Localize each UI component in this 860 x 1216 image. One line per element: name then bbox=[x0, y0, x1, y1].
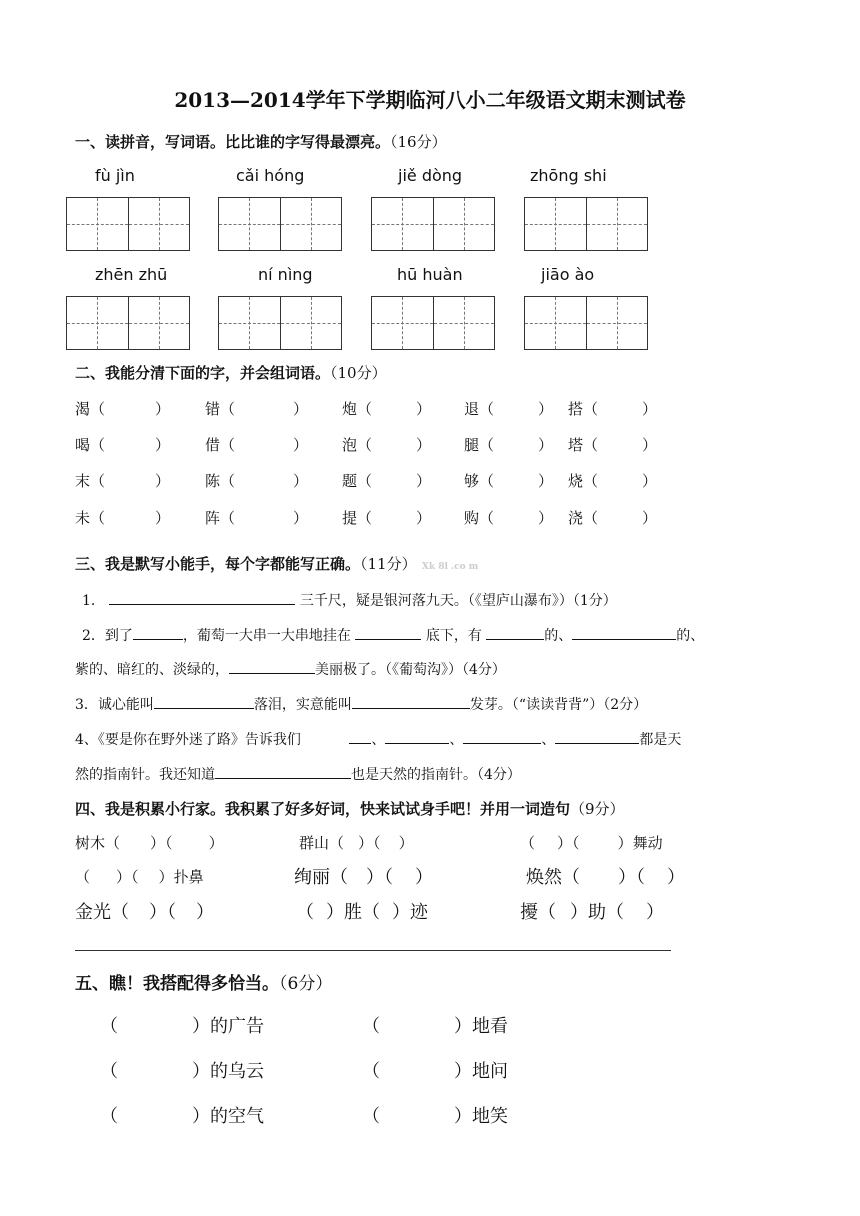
blank-line[interactable] bbox=[463, 729, 541, 744]
s4-row-3b: （ ）胜（ ）迹 bbox=[296, 902, 428, 923]
char: 提 bbox=[342, 509, 358, 527]
section-5-title: 五、瞧！我搭配得多恰当。 bbox=[75, 974, 279, 994]
char: 题 bbox=[342, 472, 358, 490]
s3-text: 都是天 bbox=[639, 732, 682, 748]
char-group: 烧（ ） bbox=[568, 472, 658, 490]
section-4-heading bbox=[75, 798, 625, 819]
char-group: 炮（ ） bbox=[342, 400, 432, 418]
s3-text: 三千尺，疑是银河落九天。（《望庐山瀑布》）（1分） bbox=[299, 593, 617, 609]
char: 购 bbox=[464, 509, 480, 527]
char-group: 退（ ） bbox=[464, 400, 554, 418]
section-3-heading bbox=[75, 553, 478, 574]
pinyin-6: ní nìng bbox=[258, 265, 313, 284]
pinyin-7: hū huàn bbox=[397, 265, 463, 284]
page-title: 2013—2014学年下学期临河八小二年级语文期末测试卷 bbox=[174, 88, 686, 112]
s3-text: 、 bbox=[541, 732, 556, 748]
s4-word: 绚丽 bbox=[294, 867, 330, 888]
s3-line-1 bbox=[82, 590, 617, 610]
char: 泡 bbox=[342, 436, 358, 454]
pinyin-8: jiāo ào bbox=[541, 265, 595, 284]
match-phrase: 地笑 bbox=[472, 1106, 508, 1127]
pinyin-4: zhōng shi bbox=[530, 166, 607, 185]
char-group: 搭（ ） bbox=[568, 400, 658, 418]
match-phrase: 地问 bbox=[472, 1061, 508, 1082]
char-group: 陈（ ） bbox=[205, 472, 309, 490]
s4-word: 迹 bbox=[410, 902, 428, 923]
match-phrase: 的空气 bbox=[210, 1106, 264, 1127]
s3-line-3 bbox=[75, 659, 506, 679]
char-group: 末（ ） bbox=[75, 472, 171, 490]
match-phrase: 的广告 bbox=[210, 1016, 264, 1037]
s3-text: 底下，有 bbox=[425, 628, 482, 644]
char: 错 bbox=[205, 400, 221, 418]
char-group: 喝（ ） bbox=[75, 436, 171, 454]
s4-row-3c: 擾（ ）助（ ） bbox=[520, 902, 664, 923]
blank-line[interactable] bbox=[133, 625, 183, 640]
s3-text: 也是天然的指南针。（4分） bbox=[351, 767, 521, 783]
blank-line[interactable] bbox=[229, 659, 315, 674]
char-group: 浇（ ） bbox=[568, 509, 658, 527]
s3-text: 紫的、暗红的、淡绿的， bbox=[75, 662, 229, 678]
char: 借 bbox=[205, 436, 221, 454]
tianzige-box[interactable] bbox=[371, 197, 495, 251]
tianzige-box[interactable] bbox=[524, 197, 648, 251]
char: 退 bbox=[464, 400, 480, 418]
blank-line[interactable] bbox=[154, 694, 254, 709]
s4-row-1c: （ ）（ ）舞动 bbox=[520, 834, 663, 852]
blank-line[interactable] bbox=[572, 625, 676, 640]
s3-line-4 bbox=[75, 694, 647, 714]
section-4-title: 四、我是积累小行家。我积累了好多好词，快来试试身手吧！并用一词造句 bbox=[75, 800, 571, 818]
tianzige-box[interactable] bbox=[371, 296, 495, 350]
match-phrase: 地看 bbox=[472, 1016, 508, 1037]
char: 渴 bbox=[75, 400, 91, 418]
char-group: 腿（ ） bbox=[464, 436, 554, 454]
s3-text: 、 bbox=[449, 732, 464, 748]
pinyin-3: jiě dòng bbox=[398, 166, 463, 185]
tianzige-box[interactable] bbox=[66, 197, 190, 251]
s3-line-2 bbox=[82, 625, 704, 645]
s3-text: 、 bbox=[371, 732, 386, 748]
tianzige-box[interactable] bbox=[524, 296, 648, 350]
sentence-writing-line[interactable] bbox=[75, 950, 671, 951]
s3-line-6 bbox=[75, 764, 521, 784]
section-2-title: 二、我能分清下面的字，并会组词语。 bbox=[75, 364, 331, 382]
char: 陈 bbox=[205, 472, 221, 490]
match-right: （ ）地问 bbox=[362, 1061, 508, 1082]
s4-word: 扑鼻 bbox=[173, 868, 204, 886]
s3-text: 4、《要是你在野外迷了路》告诉我们 bbox=[75, 732, 301, 748]
char: 烧 bbox=[568, 472, 584, 490]
char-group: 泡（ ） bbox=[342, 436, 432, 454]
s4-word: 焕然 bbox=[526, 867, 562, 888]
tianzige-box[interactable] bbox=[66, 296, 190, 350]
section-1-points: （16分） bbox=[390, 133, 447, 151]
char: 炮 bbox=[342, 400, 358, 418]
s4-word: 助 bbox=[588, 902, 606, 923]
s4-word: 树木 bbox=[75, 834, 106, 852]
char-group: 未（ ） bbox=[75, 509, 171, 527]
s3-text: 落泪，实意能叫 bbox=[253, 697, 352, 713]
match-right: （ ）地看 bbox=[362, 1016, 508, 1037]
match-phrase: 的乌云 bbox=[210, 1061, 264, 1082]
match-right: （ ）地笑 bbox=[362, 1106, 508, 1127]
s3-text: 美丽极了。（《葡萄沟》）（4分） bbox=[315, 662, 506, 678]
match-left: （ ）的广告 bbox=[100, 1016, 264, 1037]
s3-text: ，葡萄一大串一大串地挂在 bbox=[182, 628, 351, 644]
s3-text: 2．到了 bbox=[82, 628, 133, 644]
pinyin-2: cǎi hóng bbox=[236, 166, 305, 185]
blank-line[interactable] bbox=[385, 729, 449, 744]
blank-line[interactable] bbox=[486, 625, 544, 640]
blank-line[interactable] bbox=[349, 729, 371, 744]
char: 喝 bbox=[75, 436, 91, 454]
char: 腿 bbox=[464, 436, 480, 454]
section-3-points: （11分） bbox=[360, 555, 417, 573]
section-5-heading bbox=[75, 969, 332, 994]
blank-line[interactable] bbox=[555, 729, 639, 744]
char-group: 阵（ ） bbox=[205, 509, 309, 527]
blank-line[interactable] bbox=[355, 625, 421, 640]
tianzige-box[interactable] bbox=[218, 296, 342, 350]
char: 阵 bbox=[205, 509, 221, 527]
char-group: 题（ ） bbox=[342, 472, 432, 490]
section-3-title: 三、我是默写小能手，每个字都能写正确。 bbox=[75, 555, 361, 573]
s3-text: 的、 bbox=[676, 628, 705, 644]
char-group: 提（ ） bbox=[342, 509, 432, 527]
s4-row-1: 树木（ ）（ ） bbox=[75, 834, 224, 852]
blank-line[interactable] bbox=[109, 590, 295, 605]
char: 浇 bbox=[568, 509, 584, 527]
s4-word: 群山 bbox=[299, 834, 330, 852]
char: 未 bbox=[75, 509, 91, 527]
s3-text: 3．诚心能叫 bbox=[75, 697, 154, 713]
char-group: 塔（ ） bbox=[568, 436, 658, 454]
char-group: 借（ ） bbox=[205, 436, 309, 454]
s3-text: 发芽。（“读读背背”）（2分） bbox=[469, 697, 648, 713]
s4-row-3: 金光（ ）（ ） bbox=[75, 902, 214, 923]
section-4-points: （9分） bbox=[570, 800, 625, 818]
s3-text: 的、 bbox=[544, 628, 573, 644]
watermark: Xk 8l .co m bbox=[421, 562, 479, 572]
s3-line-5 bbox=[75, 729, 681, 749]
s4-word: 舞动 bbox=[632, 834, 663, 852]
char-group: 错（ ） bbox=[205, 400, 309, 418]
char: 搭 bbox=[568, 400, 584, 418]
char-group: 渴（ ） bbox=[75, 400, 171, 418]
s4-row-2c: 焕然（ ）（ ） bbox=[526, 867, 685, 888]
char: 够 bbox=[464, 472, 480, 490]
section-1-heading bbox=[75, 131, 447, 152]
s4-word: 金光 bbox=[75, 902, 111, 923]
pinyin-1: fù jìn bbox=[95, 166, 135, 185]
s4-word: 胜 bbox=[344, 902, 362, 923]
section-1-title: 一、读拼音，写词语。比比谁的字写得最漂亮。 bbox=[75, 133, 391, 151]
section-2-heading bbox=[75, 362, 387, 383]
match-left: （ ）的乌云 bbox=[100, 1061, 264, 1082]
char-group: 购（ ） bbox=[464, 509, 554, 527]
s4-row-2: （ ）（ ）扑鼻 bbox=[75, 868, 204, 886]
match-left: （ ）的空气 bbox=[100, 1106, 264, 1127]
s4-row-2b: 绚丽（ ）（ ） bbox=[294, 867, 433, 888]
char: 塔 bbox=[568, 436, 584, 454]
section-5-points: （6分） bbox=[279, 974, 333, 994]
s3-text: 然的指南针。我还知道 bbox=[75, 767, 215, 783]
char: 末 bbox=[75, 472, 91, 490]
section-2-points: （10分） bbox=[330, 364, 387, 382]
s3-number: 1． bbox=[82, 593, 105, 609]
s4-word: 擾 bbox=[520, 902, 538, 923]
blank-line[interactable] bbox=[215, 764, 351, 779]
pinyin-5: zhēn zhū bbox=[95, 265, 168, 284]
tianzige-box[interactable] bbox=[218, 197, 342, 251]
blank-line[interactable] bbox=[352, 694, 470, 709]
char-group: 够（ ） bbox=[464, 472, 554, 490]
s4-row-1b: 群山（ ）（ ） bbox=[299, 834, 414, 852]
